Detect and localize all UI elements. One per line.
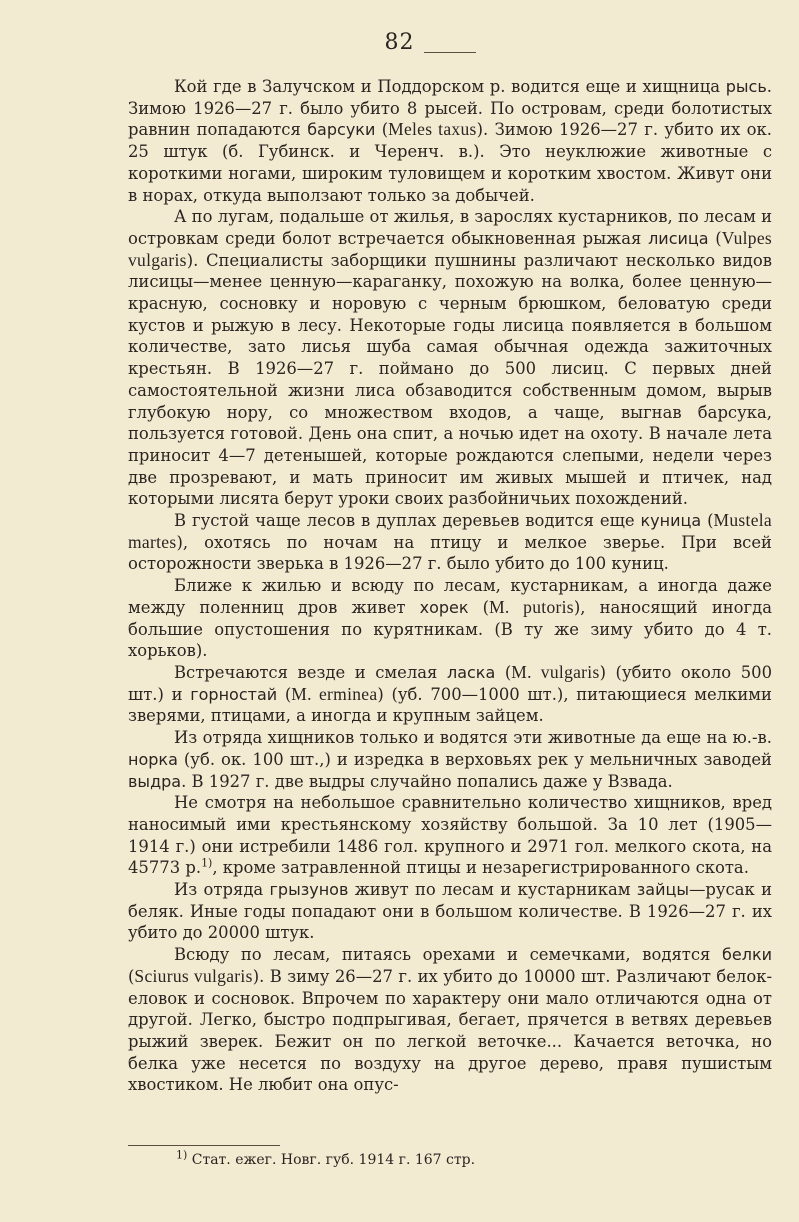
text-run: Встречаются везде и смелая	[174, 662, 447, 682]
page-number-rule	[424, 52, 476, 53]
text-run: —русак и беляк. Иные годы попадают они в большом количестве. В 1926—27 г. их убито до 20000 штук.	[128, 880, 772, 943]
latin-name: M. putoris	[489, 596, 574, 617]
latin-name: Sciurus vulgaris	[134, 965, 253, 986]
text-run: (	[495, 662, 512, 682]
text-run: ), наносящий иногда большие опустошения по курятникам. (В ту же зиму убито до 4 т. хорьков).	[128, 597, 772, 661]
text-run: . В 1927 г. две выдры случайно попались даже у Взвада.	[181, 771, 673, 791]
body-text	[128, 76, 772, 1096]
paragraph	[128, 944, 772, 1096]
paragraph	[128, 76, 772, 206]
animal-name: лисица	[648, 228, 709, 248]
footnote-reference: 1)	[201, 856, 213, 870]
text-run: живут по лесам и кустарникам	[348, 880, 637, 900]
footnote-rule	[128, 1145, 280, 1146]
animal-name: белки	[722, 945, 772, 965]
animal-name: рысь	[725, 77, 767, 96]
text-run: ). Зимою 1926—27 г. убито их ок. 25 штук (б. Губинск. и Черенч. в.). Это неуклюжие животные с короткими ногами, широким туловищем и коротким хвостом. Живут они в норах, откуда выползают только за добычей.	[128, 120, 772, 205]
page-number: 82	[384, 30, 415, 55]
latin-name: M. vulgaris	[511, 661, 600, 682]
text-run: ). В зиму 26—27 г. их убито до 10000 шт. Различают белок-еловок и сосновок. Впрочем по характеру они мало отличаются одна от другой. Легко, быстро подпрыгивая, бегает, прячется в ветвях деревьев рыжий зверек. Бежит он по легкой веточке... Качается веточка, но белка уже несется по воздуху на другое дерево, правя пушистым хвостиком. Не любит она опус-	[128, 966, 772, 1095]
animal-name: горностай	[190, 684, 278, 704]
text-run: Не смотря на небольшое сравнительно количество хищников, вред наносимый ими крестьянскому хозяйству большой. За 10 лет (1905—1914 г.) они истребили 1486 гол. крупного и 2971 гол. мелкого скота, на 45773 р.	[128, 793, 772, 878]
latin-name: Meles taxus	[388, 119, 477, 140]
text-run: В густой чаще лесов в дуплах деревьев водится еще	[174, 511, 641, 531]
text-run: (	[468, 597, 490, 617]
latin-name: Vulpes vulgaris	[128, 227, 773, 270]
text-run: Всюду по лесам, питаясь орехами и семечками, водятся	[174, 945, 722, 965]
paragraph	[128, 510, 772, 575]
text-run: (	[708, 228, 722, 248]
paragraph	[128, 792, 772, 879]
animal-name: хорек	[419, 597, 469, 617]
text-run: Кой где в Залучском и Поддорском р. водится еще и хищница	[174, 77, 726, 96]
paragraph	[128, 662, 772, 727]
paragraph	[128, 575, 772, 662]
text-run: Из отряда	[174, 880, 270, 900]
text-run: Из отряда хищников только и водятся эти животные да еще на ю.-в.	[174, 728, 772, 748]
latin-name: Mustela martes	[128, 510, 772, 552]
paragraph	[128, 727, 772, 792]
animal-name: куница	[640, 511, 702, 531]
animal-name: барсуки	[307, 120, 376, 140]
text-run: ), охотясь по ночам на птицу и мелкое зверье. При всей осторожности зверька в 1926—27 г. было убито до 100 куниц.	[128, 532, 772, 574]
text-run: (	[375, 120, 389, 140]
latin-name: M. erminea	[291, 683, 378, 704]
animal-name: норка	[128, 749, 178, 769]
footnote	[176, 1148, 476, 1168]
text-run: (	[277, 684, 292, 704]
text-run: . Зимою 1926—27 г. было убито 8 рысей. По островам, среди болотистых равнин попадаются	[128, 77, 772, 140]
text-run: , кроме затравленной птицы и незарегистрированного скота.	[212, 858, 749, 878]
paragraph	[128, 206, 772, 510]
animal-name: ласка	[446, 662, 496, 682]
text-run: (	[128, 966, 135, 986]
text-run: (уб. ок. 100 шт.,) и изредка в верховьях рек у мельничных заводей	[177, 749, 772, 769]
animal-name: зайцы	[636, 880, 690, 900]
paragraph	[128, 879, 772, 944]
footnote-mark: 1)	[176, 1148, 188, 1162]
animal-name: грызунов	[269, 880, 349, 900]
text-run: ) (убито около 500 шт.) и	[128, 662, 773, 704]
text-run: А по лугам, подальше от жилья, в зарослях кустарников, по лесам и островкам среди болот встречается обыкновенная рыжая	[128, 207, 772, 248]
text-run: ) (уб. 700—1000 шт.), питающиеся мелкими зверями, птицами, а иногда и крупным зайцем.	[128, 684, 772, 726]
animal-name: выдра	[128, 771, 182, 791]
text-run: (	[701, 511, 714, 531]
text-run: Ближе к жилью и всюду по лесам, кустарникам, а иногда даже между поленниц дров живет	[128, 576, 772, 617]
text-run: ). Специалисты заборщики пушнины различают несколько видов лисицы—менее ценную—караганку, похожую на волка, более ценную—красную, сосновку и норовую с черным брюшком, беловатую среди кустов и рыжую в лесу. Некоторые годы лисица появляется в большом количестве, зато лисья шуба самая обычная одежда зажиточных крестьян. В 1926—27 г. поймано до 500 лисиц. С первых дней самостоятельной жизни лиса обзаводится собственным домом, вырыв глубокую нору, со множеством входов, а чаще, выгнав барсука, пользуется готовой. День она спит, а ночью идет на охоту. В начале лета приносит 4—7 детенышей, которые рождаются слепыми, недели через две прозревают, и мать приносит им живых мышей и птичек, над которыми лисята берут уроки своих разбойничьих похождений.	[128, 250, 772, 509]
footnote-text: Стат. ежег. Новг. губ. 1914 г. 167 стр.	[187, 1152, 476, 1168]
